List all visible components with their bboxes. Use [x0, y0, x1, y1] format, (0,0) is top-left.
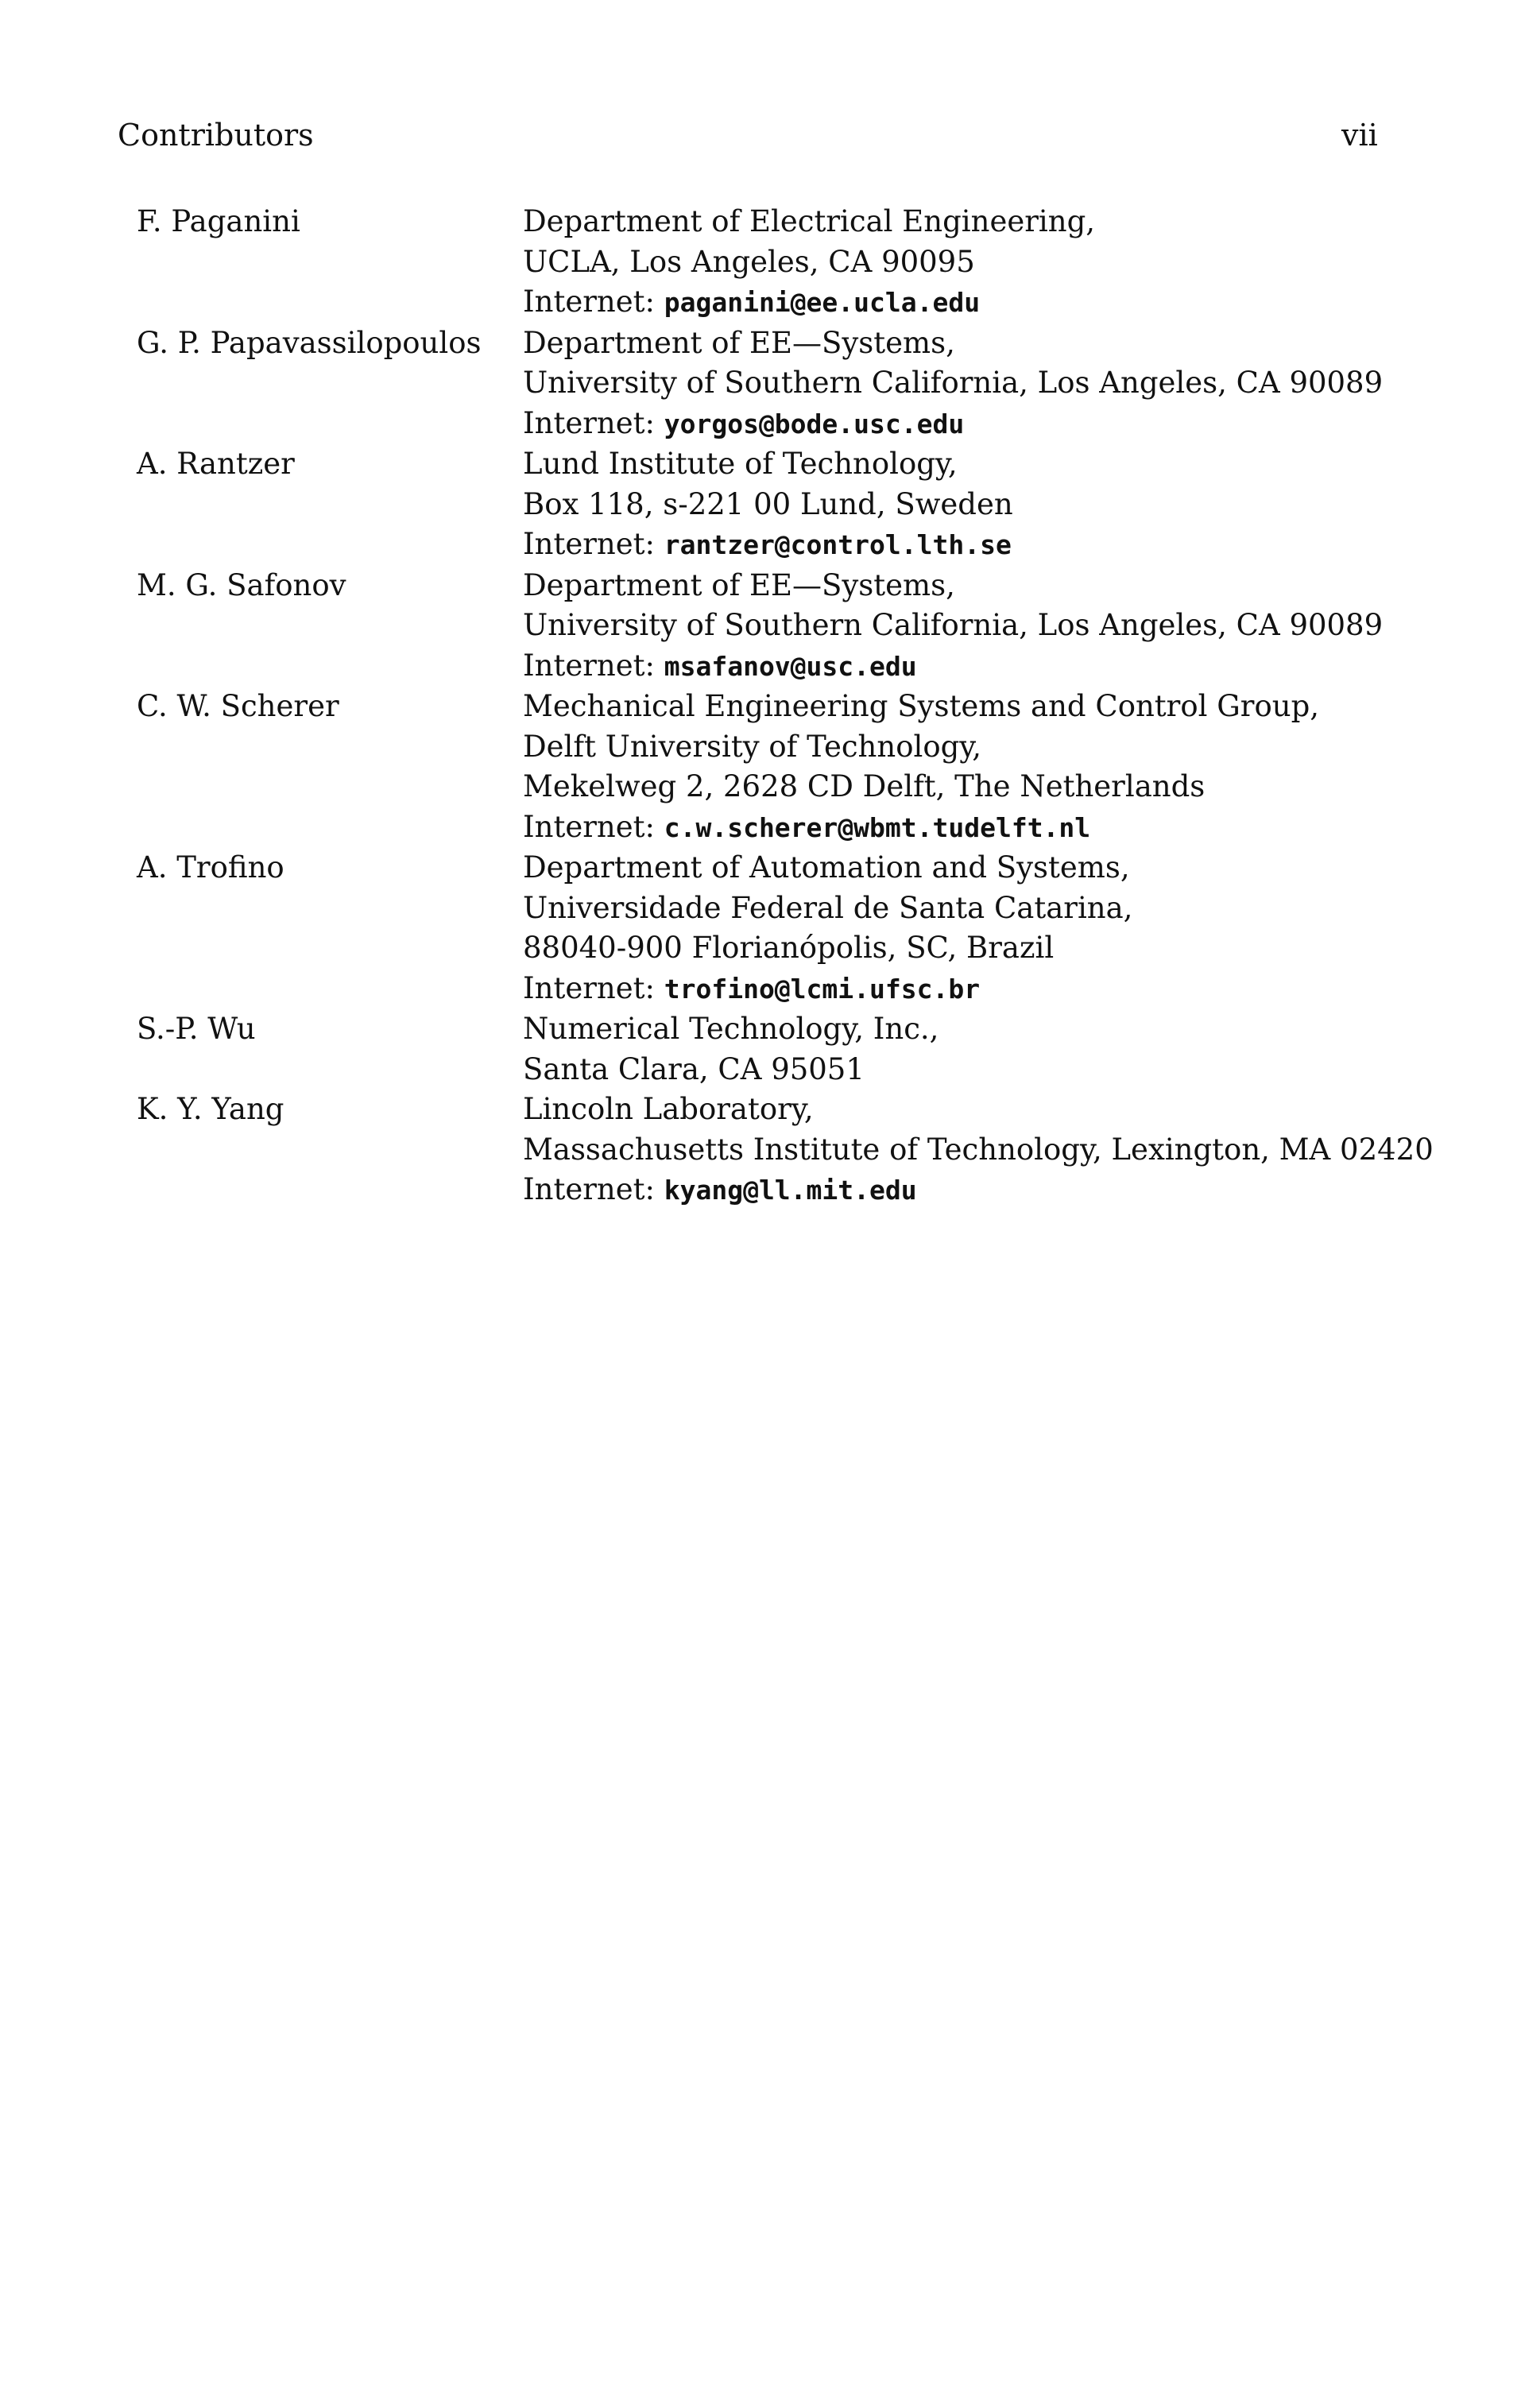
affiliation-line: Department of EE—Systems,	[523, 325, 955, 360]
contributor-entry	[137, 848, 1408, 1009]
internet-label: Internet:	[523, 1172, 655, 1206]
internet-label: Internet:	[523, 648, 655, 683]
affiliation-line: University of Southern California, Los Angeles, CA 90089	[523, 366, 1384, 400]
contributor-name: C. W. Scherer	[137, 689, 339, 723]
internet-line	[523, 646, 1408, 687]
affiliation-line: Delft University of Technology,	[523, 729, 982, 764]
contributor-name: S.-P. Wu	[137, 1012, 256, 1046]
contributor-affiliation	[523, 848, 1408, 1009]
affiliation-line: Lincoln Laboratory,	[523, 1092, 814, 1126]
affiliation-line: 88040-900 Florianópolis, SC, Brazil	[523, 931, 1055, 965]
internet-line	[523, 282, 1408, 323]
affiliation-line: Mechanical Engineering Systems and Control Group,	[523, 689, 1320, 723]
contributor-name: K. Y. Yang	[137, 1092, 284, 1126]
affiliation-line: UCLA, Los Angeles, CA 90095	[523, 244, 975, 279]
contributor-entry	[137, 202, 1408, 323]
email-address: kyang@ll.mit.edu	[664, 1175, 917, 1206]
contributor-name: G. P. Papavassilopoulos	[137, 325, 482, 360]
affiliation-line: Department of Electrical Engineering,	[523, 204, 1096, 238]
affiliation-line: Universidade Federal de Santa Catarina,	[523, 890, 1133, 925]
contributor-name: F. Paganini	[137, 204, 300, 238]
email-address: rantzer@control.lth.se	[664, 529, 1012, 560]
page-number: vii	[1341, 118, 1378, 153]
contributor-affiliation	[523, 444, 1408, 566]
internet-label: Internet:	[523, 809, 655, 844]
internet-label: Internet:	[523, 527, 655, 561]
affiliation-line: Department of EE—Systems,	[523, 567, 955, 602]
internet-label: Internet:	[523, 970, 655, 1005]
contributor-affiliation	[523, 1090, 1434, 1211]
internet-label: Internet:	[523, 405, 655, 440]
contributor-entry	[137, 444, 1408, 566]
contributor-affiliation	[523, 323, 1408, 445]
running-head: Contributors	[118, 118, 314, 153]
email-address: trofino@lcmi.ufsc.br	[664, 973, 981, 1005]
internet-line	[523, 807, 1408, 849]
contributor-affiliation	[523, 687, 1408, 848]
contributor-entry	[137, 323, 1408, 445]
contributor-name: M. G. Safonov	[137, 567, 346, 602]
internet-line	[523, 525, 1408, 566]
internet-label: Internet:	[523, 285, 655, 319]
contributor-name: A. Rantzer	[137, 447, 295, 481]
affiliation-line: Lund Institute of Technology,	[523, 447, 958, 481]
internet-line	[523, 404, 1408, 445]
email-address: c.w.scherer@wbmt.tudelft.nl	[664, 811, 1091, 843]
contributor-affiliation	[523, 566, 1408, 687]
affiliation-line: Numerical Technology, Inc.,	[523, 1012, 939, 1046]
affiliation-line: Mekelweg 2, 2628 CD Delft, The Netherlands	[523, 769, 1206, 803]
contributor-entry	[137, 687, 1408, 848]
internet-line	[523, 1170, 1434, 1211]
email-address: yorgos@bode.usc.edu	[664, 408, 965, 439]
affiliation-line: Department of Automation and Systems,	[523, 850, 1130, 885]
affiliation-line: Box 118, s-221 00 Lund, Sweden	[523, 486, 1013, 521]
email-address: paganini@ee.ucla.edu	[664, 287, 981, 318]
contributor-name: A. Trofino	[137, 850, 284, 885]
contributor-entry	[137, 1090, 1434, 1211]
contributors-list	[137, 202, 1434, 1211]
internet-line	[523, 969, 1408, 1010]
contributor-entry	[137, 566, 1408, 687]
page-header	[118, 113, 1389, 161]
contributor-affiliation	[523, 1009, 1408, 1090]
affiliation-line: Santa Clara, CA 95051	[523, 1051, 865, 1086]
affiliation-line: University of Southern California, Los Angeles, CA 90089	[523, 608, 1384, 642]
email-address: msafanov@usc.edu	[664, 650, 917, 682]
affiliation-line: Massachusetts Institute of Technology, Lexington, MA 02420	[523, 1132, 1434, 1167]
contributor-affiliation	[523, 202, 1408, 323]
contributor-entry	[137, 1009, 1408, 1090]
